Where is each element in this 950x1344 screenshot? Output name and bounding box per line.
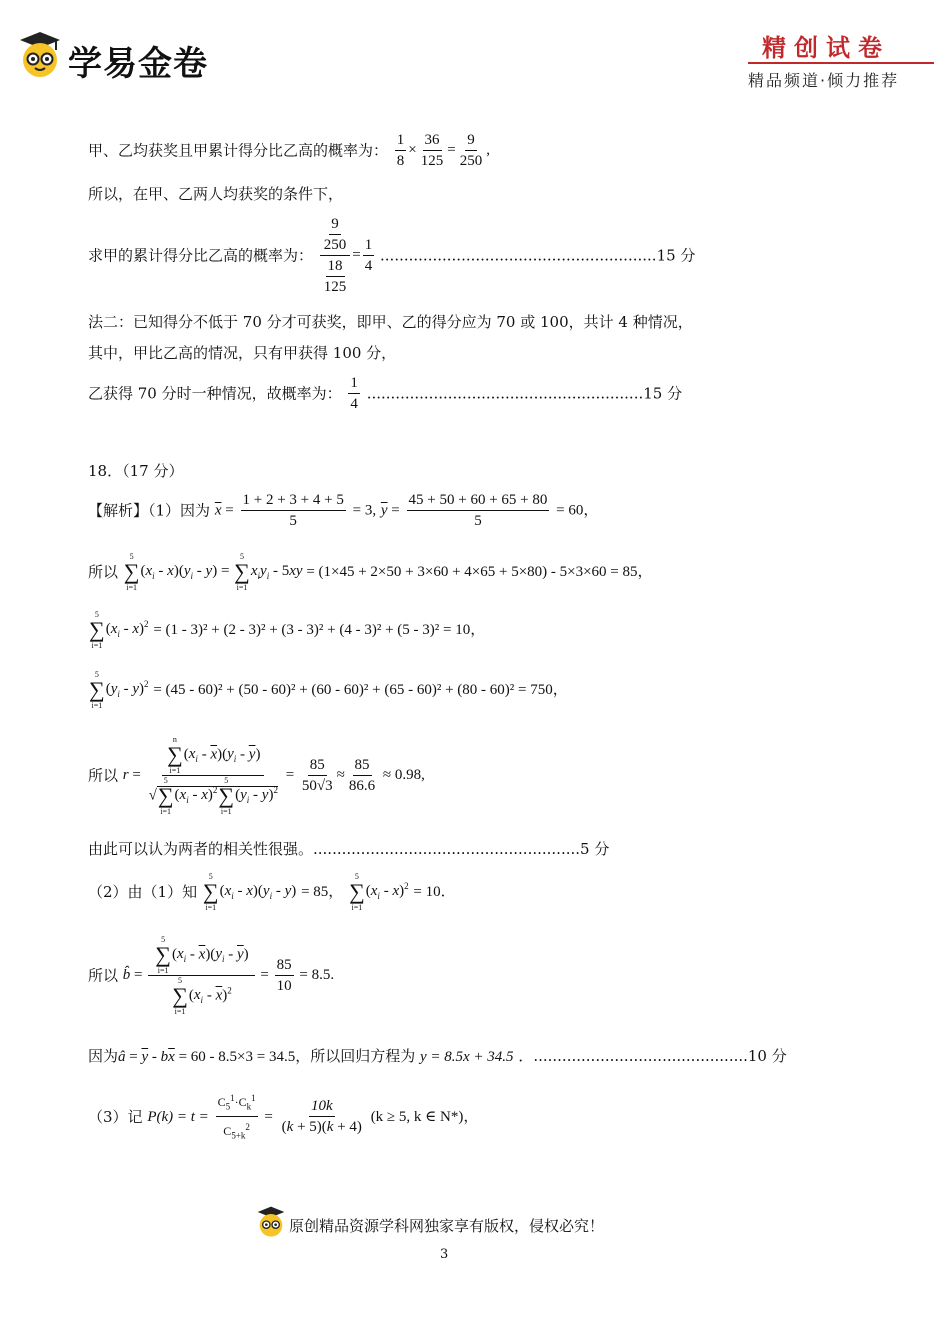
- footer-copyright: 原创精品资源学科网独家享有版权，侵权必究！: [289, 1217, 605, 1235]
- math-prob-product: $\frac{1}{8}$ × $\frac{36}{125}$ = $\frac{9}{250}$ ,: [396, 132, 490, 169]
- math-r-formula: r = n ∑ i=1 $(x_i - \overline{x})(y_i - \overline{y})$ √ 5 ∑ i=1 $(x_i - \overline{x})^2$ 5 ∑ i=1 $(y_i - \overline{y})^2$ = $\frac{85}{50√3}$ ≈ $\frac{85}{86.6}$ ≈ 0.98,: [122, 735, 425, 816]
- line-part-two: （2）由（1）知 5 ∑ i=1 $(x_i - x)(y_i - y) = 85$， 5 ∑ i=1 $(x_i - x)^2 = 10$．: [88, 872, 456, 912]
- score-mark: ．.............................................10 分: [518, 1047, 787, 1065]
- logo: [16, 30, 256, 90]
- math-nested-fraction: $\frac{\frac{9}{250}}{\frac{18}{125}}$ = $\frac{1}{4}$: [318, 247, 380, 263]
- math-one-quarter: $\frac{1}{4}$: [350, 375, 358, 412]
- line-slope: 所以 b̂ = 5 ∑ i=1 $(x_i - \overline{x})(y_i - \overline{y})$ 5 ∑ i=1 $(x_i - \overline{x})^2$ = $\frac{85}{10}$ = 8.5.: [88, 935, 335, 1016]
- line-condition: 所以，在甲、乙两人均获奖的条件下，: [88, 185, 344, 203]
- math-combination: $\frac{C_5^1\cdot C_k^1}{C_{5+k}^2}$: [216, 1088, 258, 1146]
- footer-logo-icon: [255, 1204, 287, 1240]
- line-method-two: 法二：已知得分不低于 70 分才可获奖，即甲、乙的得分应为 70 或 100，共计 4 种情况，: [88, 313, 693, 331]
- math-sum-xy: 5 ∑ i=1 $(x_i - x)(y_i - y)$ = 5 ∑ i=1 $x_iy_i - 5xy$: [123, 552, 303, 592]
- score-mark: ..........................................................15 分: [366, 384, 683, 403]
- logo-face-icon: [16, 30, 64, 80]
- page-number: 3: [440, 1247, 449, 1262]
- line-correlation: 所以 r = n ∑ i=1 $(x_i - \overline{x})(y_i - \overline{y})$ √ 5 ∑ i=1 $(x_i - \overline{x})^2$ 5 ∑ i=1 $(y_i - \overline{y})^2$ = $\frac{85}{50√3}$ ≈ $\frac{85}{86.6}$ ≈ 0.98,: [88, 735, 425, 816]
- math-x-mean: $\frac{1 + 2 + 3 + 4 + 5}{5}$: [242, 492, 344, 529]
- line-sum-sq-x: 5 ∑ i=1 $(x_i - x)^2 = (1 - 3)^2 + (2 - 3)^2 + (3 - 3)^2 + (4 - 3)^2 + (5 - 3)^2 = 10$，: [89, 610, 486, 650]
- line-covariance: 所以 5 ∑ i=1 $(x_i - x)(y_i - y)$ = 5 ∑ i=1 $x_iy_i - 5xy = (1\times 45 + 2\times 50 + 3\times 60 + 4\times 65 + 5\times 80) - 5\times 3\times 60 = 85$，: [88, 552, 653, 592]
- brand-title: 精创试卷: [762, 33, 890, 62]
- line-intercept: 因为â = $\overline{y} - b\overline{x} = 60 - 8.5\times 3 = 34.5$，所以回归方程为 y = 8.5x + 34.5 ．.............................................10 分: [88, 1047, 787, 1065]
- score-mark: ..........................................................15 分: [380, 246, 696, 265]
- line-both-award-prob: 甲、乙均获奖且甲累计得分比乙高的概率为： $\frac{1}{8}$ × $\frac{36}{125}$ = $\frac{9}{250}$ ,: [88, 132, 490, 169]
- math-y-mean: $\frac{45 + 50 + 60 + 65 + 80}{5}$: [408, 492, 548, 529]
- line-means: 【解析】（1）因为 $\overline{x}$ = $\frac{1 + 2 + 3 + 4 + 5}{5}$ = 3, $\overline{y}$ = $\frac{45 + 50 + 60 + 65 + 80}{5}$ = 60，: [88, 492, 599, 529]
- line-conditional-prob: 求甲的累计得分比乙高的概率为： $\frac{\frac{9}{250}}{\frac{18}{125}}$ = $\frac{1}{4}$ ..........................................................15 分: [88, 216, 696, 295]
- line-part-three: （3）记 P(k) = t = $\frac{C_5^1\cdot C_k^1}{C_{5+k}^2}$ = $\frac{10k}{(k + 5)(k + 4)}$ (k ≥ 5, k ∈ N*)，: [88, 1088, 478, 1146]
- line-case: 其中，甲比乙高的情况，只有甲获得 100 分，: [88, 344, 397, 362]
- line-prob-result: 乙获得 70 分时一种情况，故概率为： $\frac{1}{4}$ ..........................................................15 分: [88, 375, 683, 412]
- math-10k-fraction: $\frac{10k}{(k + 5)(k + 4)}$: [281, 1098, 362, 1136]
- math-b-hat: b̂ = 5 ∑ i=1 $(x_i - \overline{x})(y_i - \overline{y})$ 5 ∑ i=1 $(x_i - \overline{x})^2$ = $\frac{85}{10}$ = 8.5.: [122, 935, 335, 1016]
- question-18-heading: 18．（17 分）: [88, 462, 184, 480]
- regression-equation: y = 8.5x + 34.5: [419, 1049, 514, 1065]
- logo-text: 学易金卷: [68, 44, 208, 84]
- brand-subtitle: 精品频道·倾力推荐: [748, 71, 900, 90]
- line-strong-correlation: 由此可以认为两者的相关性很强。........................................................5 分: [88, 840, 610, 858]
- line-sum-sq-y: 5 ∑ i=1 $(y_i - y)^2 = (45 - 60)^2 + (50 - 60)^2 + (60 - 60)^2 + (65 - 60)^2 + (80 - 60)^2 = 750$，: [89, 670, 568, 710]
- brand-divider: [748, 62, 934, 64]
